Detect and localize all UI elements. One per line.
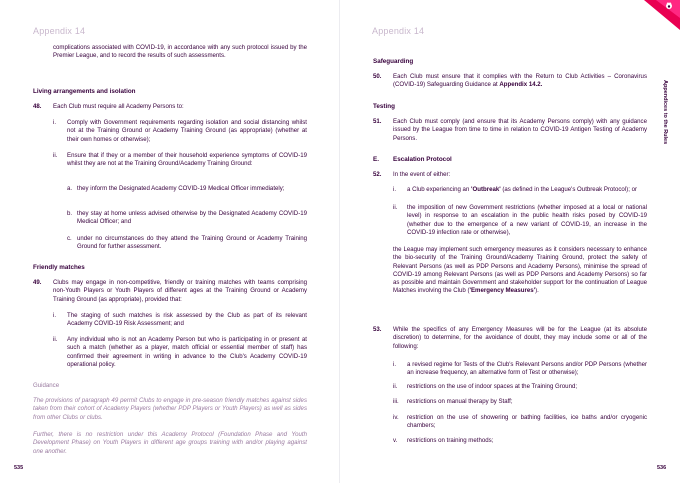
paragraph-49-i-number: i. — [53, 312, 57, 319]
paragraph-49-text: Clubs may engage in non-competitive, friendly or training matches with teams comprising non-Youth Players or Youth Players of different ages at the Training Ground or Academy Training Ground (as appropriate), provided that: — [53, 279, 307, 303]
page-gutter — [339, 0, 340, 483]
paragraph-50-body: Each Club must ensure that it complies with the Return to Club Activities – Coronavirus (COVID-19) Safeguarding Guidance at — [393, 73, 647, 89]
paragraph-48-b-text: they stay at home unless advised otherwise by the Designated Academy COVID-19 Medical Officer; and — [77, 210, 307, 226]
paragraph-52-continuation — [393, 246, 647, 296]
paragraph-53-iii-number: iii. — [393, 398, 399, 405]
paragraph-52-number: 52. — [373, 171, 382, 178]
paragraph-48-a-number: a. — [67, 185, 73, 192]
paragraph-48-c-text: under no circumstances do they attend the Training Ground or Academy Training Ground for further assessment. — [77, 235, 307, 251]
appendix-14-2-reference: Appendix 14.2. — [499, 81, 543, 89]
paragraph-48-a-text: they inform the Designated Academy COVID-19 Medical Officer immediately; — [77, 185, 285, 192]
living-arrangements-heading: Living arrangements and isolation — [33, 88, 136, 95]
paragraph-53-v-number: v. — [393, 437, 398, 444]
intro-paragraph: complications associated with COVID-19, in accordance with any such protocol issued by the Premier League, and to record the results of such assessments. — [53, 44, 307, 60]
paragraph-49-i-text: The staging of such matches is risk assessed by the Club as part of its relevant Academy COVID-19 Risk Assessment; and — [67, 312, 307, 328]
safeguarding-heading: Safeguarding — [373, 58, 414, 65]
paragraph-48-i-number: i. — [53, 119, 57, 126]
appendices-side-tab-label: Appendices to the Rules — [662, 80, 668, 145]
paragraph-53-ii-text: restrictions on the use of indoor spaces at the Training Ground; — [407, 383, 578, 390]
paragraph-53-iv-number: iv. — [393, 414, 399, 421]
paragraph-52-i-number: i. — [393, 186, 397, 193]
paragraph-48-text: Each Club must require all Academy Persons to: — [53, 103, 184, 110]
paragraph-48-ii-text: Ensure that if they or a member of their household experience symptoms of COVID-19 whilst they are not at the Training Ground/Academy Training Ground: — [67, 152, 307, 168]
paragraph-53-ii-number: ii. — [393, 383, 398, 390]
paragraph-52-continuation-end: ). — [535, 287, 539, 295]
paragraph-48-c-number: c. — [67, 235, 72, 242]
appendices-side-tab — [658, 80, 668, 165]
paragraph-53-i-number: i. — [393, 361, 397, 368]
escalation-protocol-heading: Escalation Protocol — [393, 156, 452, 163]
paragraph-52-continuation-body: the League may implement such emergency measures as it considers necessary to enhance the bio-security of the Training Ground/Academy Training Ground, protect the safety of Relevant Persons (as well as PDP Persons and Academy Persons), minimise the spread of COVID-19 among Relevant Persons (as well as PDP Persons and Academy Persons) so far as possible and maintain Government and stakeholder support for the continuation of League Matches involving the Club ( — [393, 246, 647, 295]
friendly-matches-heading: Friendly matches — [33, 264, 85, 271]
paragraph-53-iii-text: restrictions on manual therapy by Staff; — [407, 398, 513, 405]
paragraph-49-ii-text: Any individual who is not an Academy Person but who is participating in or present at such a match (whether as a player, match official or essential member of staff) has confirmed their agreement in writing in advance to the Club's Academy COVID-19 operational policy. — [67, 336, 307, 368]
testing-heading: Testing — [373, 103, 395, 110]
premier-league-lion-icon — [638, 0, 680, 30]
right-page-header: Appendix 14 — [372, 26, 425, 36]
paragraph-48-b-number: b. — [67, 210, 73, 217]
paragraph-52-text: In the event of either: — [393, 171, 451, 178]
emergency-measures-term: 'Emergency Measures' — [469, 287, 536, 295]
paragraph-52-i-post: (as defined in the League's Outbreak Protocol); or — [500, 186, 638, 193]
paragraph-52-i-text — [407, 186, 647, 194]
left-page-header: Appendix 14 — [33, 26, 86, 36]
paragraph-48-ii-number: ii. — [53, 152, 58, 159]
outbreak-term: 'Outbreak' — [471, 186, 501, 193]
guidance-heading: Guidance — [33, 382, 60, 389]
paragraph-52-ii-number: ii. — [393, 204, 398, 211]
paragraph-51-number: 51. — [373, 118, 382, 125]
paragraph-48-number: 48. — [33, 103, 42, 110]
paragraph-53-iv-text: restriction on the use of showering or bathing facilities, ice baths and/or cryogenic chambers; — [407, 414, 647, 430]
guidance-paragraph-2: Further, there is no restriction under this Academy Protocol (Foundation Phase and Youth Development Phase) on Youth Players in different age groups training with and/or playing against one another. — [33, 431, 307, 455]
paragraph-49-ii-number: ii. — [53, 336, 58, 343]
paragraph-53-text: While the specifics of any Emergency Measures will be for the League (at its absolute discretion) to determine, for the avoidance of doubt, they may include some or all of the following: — [393, 326, 647, 350]
paragraph-53-number: 53. — [373, 326, 382, 333]
paragraph-51-text: Each Club must comply (and ensure that its Academy Persons comply) with any guidance issued by the League from time to time in relation to COVID-19 Antigen Testing of Academy Persons. — [393, 118, 647, 142]
right-page-number: 536 — [657, 465, 667, 471]
paragraph-53-i-text: a revised regime for Tests of the Club's Relevant Persons and/or PDP Persons (whether an increase frequency, an alternative form of Test or otherwise); — [407, 361, 647, 377]
paragraph-52-ii-text: the imposition of new Government restrictions (whether imposed at a local or national level) in response to an escalation in the public health risks posed by COVID-19 (whether due to the emergence of a new variant of COVID-19, an increase in the COVID-19 infection rate or otherwise), — [407, 204, 647, 236]
paragraph-50-text — [393, 73, 647, 90]
paragraph-48-i-text: Comply with Government requirements regarding isolation and social distancing whilst not at the Training Ground or Academy Training Ground (as appropriate) (whether at their own homes or otherwise); — [67, 119, 307, 143]
paragraph-52-i-pre: a Club experiencing an — [407, 186, 472, 193]
paragraph-53-v-text: restrictions on training methods; — [407, 437, 494, 444]
paragraph-50-number: 50. — [373, 73, 382, 80]
section-e-letter: E. — [373, 156, 379, 163]
paragraph-49-number: 49. — [33, 279, 42, 286]
guidance-paragraph-1: The provisions of paragraph 49 permit Clubs to engage in pre-season friendly matches against sides taken from their cohort of Academy Players (whether PDP Players or Youth Players) as well as sides from other Clubs or clubs. — [33, 397, 307, 421]
left-page-number: 535 — [14, 465, 24, 471]
